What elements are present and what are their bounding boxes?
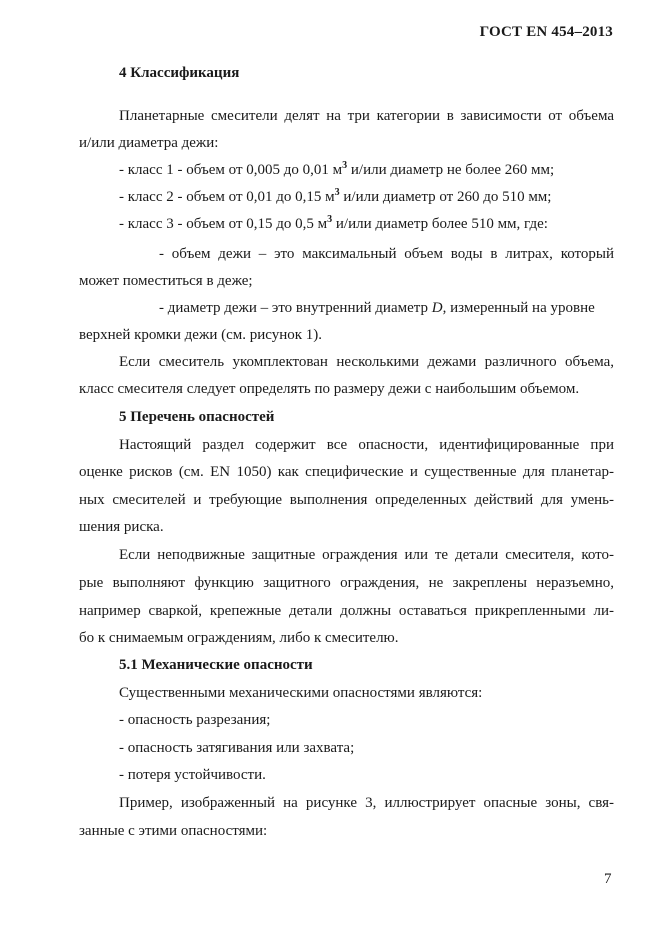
class-1-item	[119, 160, 554, 180]
paragraph-line: шения риска.	[79, 519, 164, 535]
definition-diameter-line	[159, 298, 614, 318]
paragraph-line: Настоящий раздел содержит все опасности, идентифицированные при	[119, 437, 614, 453]
definition-diameter-text: - диаметр дежи – это внутренний диаметр	[159, 300, 432, 316]
class-1-text: - класс 1 - объем от 0,005 до 0,01 м	[119, 162, 343, 178]
paragraph-line: Существенными механическими опасностями являются:	[119, 685, 483, 701]
paragraph-line: например сваркой, крепежные детали должны оставаться прикрепленными ли-	[79, 603, 614, 619]
definition-volume-line: - объем дежи – это максимальный объем воды в литрах, который	[159, 246, 614, 262]
class-2-text: - класс 2 - объем от 0,01 до 0,15 м	[119, 189, 335, 205]
class-2-text-end: и/или диаметр от 260 до 510 мм;	[339, 189, 552, 205]
definition-volume-line: может поместиться в деже;	[79, 273, 253, 289]
diameter-variable: D	[431, 300, 443, 316]
paragraph-line: бо к снимаемым ограждениям, либо к смесителю.	[79, 630, 399, 646]
paragraph-line: ных смесителей и требующие выполнения определенных действий для умень-	[79, 492, 614, 508]
paragraph-line: Пример, изображенный на рисунке 3, иллюстрирует опасные зоны, свя-	[119, 795, 614, 811]
cube-superscript: 3	[327, 214, 333, 225]
paragraph-line: занные с этими опасностями:	[79, 823, 268, 839]
paragraph-line: оценке рисков (см. EN 1050) как специфические и существенные для планетар-	[79, 464, 614, 480]
document-code-header: ГОСТ EN 454–2013	[479, 24, 613, 40]
paragraph-line: Если смеситель укомплектован несколькими дежами различного объема,	[119, 354, 614, 370]
page-number: 7	[604, 871, 612, 887]
paragraph-line: и/или диаметра дежи:	[79, 135, 219, 151]
paragraph-line: класс смесителя следует определять по размеру дежи с наибольшим объемом.	[79, 381, 580, 397]
definition-diameter-text-end: , измеренный на уровне	[442, 300, 595, 316]
paragraph-line: Планетарные смесители делят на три категории в зависимости от объема	[119, 108, 614, 124]
class-3-text-end: и/или диаметр более 510 мм, где:	[332, 216, 548, 232]
section-5-1-heading: 5.1 Механические опасности	[119, 657, 313, 673]
list-item: - опасность затягивания или захвата;	[119, 740, 355, 756]
class-2-item	[119, 187, 551, 207]
cube-superscript: 3	[342, 160, 348, 171]
class-3-item	[119, 214, 548, 234]
class-3-text: - класс 3 - объем от 0,15 до 0,5 м	[119, 216, 328, 232]
class-1-text-end: и/или диаметр не более 260 мм;	[347, 162, 555, 178]
definition-diameter-line: верхней кромки дежи (см. рисунок 1).	[79, 327, 323, 343]
paragraph-line: рые выполняют функцию защитного ограждения, не закреплены неразъемно,	[79, 575, 614, 591]
section-4-heading: 4 Классификация	[119, 65, 240, 81]
section-5-heading: 5 Перечень опасностей	[119, 409, 275, 425]
list-item: - опасность разрезания;	[119, 712, 271, 728]
cube-superscript: 3	[334, 187, 340, 198]
list-item: - потеря устойчивости.	[119, 767, 266, 783]
paragraph-line: Если неподвижные защитные ограждения или те детали смесителя, кото-	[119, 547, 614, 563]
